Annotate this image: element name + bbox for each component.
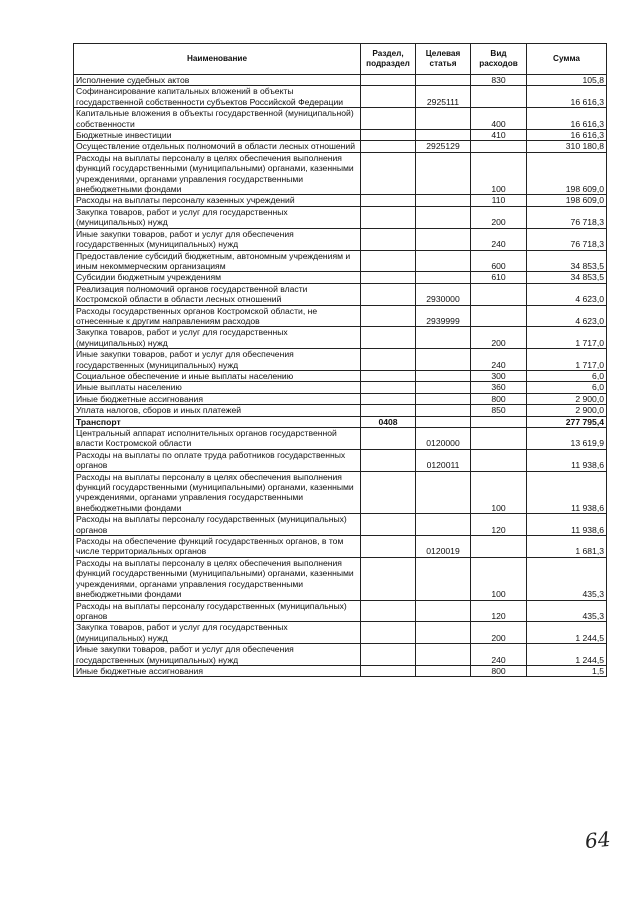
row-section [361, 370, 416, 381]
row-target [416, 600, 471, 622]
row-target [416, 206, 471, 228]
row-sum: 16 616,3 [527, 86, 607, 108]
row-sum: 435,3 [527, 600, 607, 622]
budget-table [73, 43, 607, 677]
row-kind: 100 [471, 152, 527, 195]
header-section: Раздел, подраздел [361, 44, 416, 75]
row-section [361, 250, 416, 272]
table-row [74, 405, 607, 416]
handwritten-page-number: 64 [583, 826, 612, 854]
row-section [361, 152, 416, 195]
header-name: Наименование [74, 44, 361, 75]
row-target [416, 75, 471, 86]
row-sum: 4 623,0 [527, 305, 607, 327]
row-section [361, 228, 416, 250]
row-name: Расходы на обеспечение функций государственных органов, в том числе территориальных органов [74, 536, 361, 558]
row-sum: 1 717,0 [527, 349, 607, 371]
row-section [361, 557, 416, 600]
row-sum: 1,5 [527, 665, 607, 676]
row-name: Исполнение судебных актов [74, 75, 361, 86]
row-target [416, 557, 471, 600]
row-name: Реализация полномочий органов государственной власти Костромской области в области лесных отношений [74, 283, 361, 305]
row-target: 0120019 [416, 536, 471, 558]
row-sum: 76 718,3 [527, 206, 607, 228]
row-target [416, 272, 471, 283]
row-name: Субсидии бюджетным учреждениям [74, 272, 361, 283]
row-name: Софинансирование капитальных вложений в объекты государственной собственности субъектов Российской Федерации [74, 86, 361, 108]
row-sum: 105,8 [527, 75, 607, 86]
table-row [74, 141, 607, 152]
table-row [74, 108, 607, 130]
table-row [74, 195, 607, 206]
row-section [361, 471, 416, 514]
row-target [416, 370, 471, 381]
row-kind: 110 [471, 195, 527, 206]
table-row [74, 152, 607, 195]
row-kind: 400 [471, 108, 527, 130]
row-section [361, 449, 416, 471]
row-name: Предоставление субсидий бюджетным, автономным учреждениям и иным некоммерческим организациям [74, 250, 361, 272]
row-section [361, 665, 416, 676]
table-row [74, 644, 607, 666]
row-name: Расходы на выплаты персоналу государственных (муниципальных) органов [74, 600, 361, 622]
row-name: Транспорт [74, 416, 361, 427]
row-kind [471, 536, 527, 558]
table-row [74, 370, 607, 381]
row-name: Иные закупки товаров, работ и услуг для обеспечения государственных (муниципальных) нужд [74, 644, 361, 666]
row-sum: 34 853,5 [527, 272, 607, 283]
row-sum: 1 681,3 [527, 536, 607, 558]
row-sum: 2 900,0 [527, 393, 607, 404]
row-sum: 198 609,0 [527, 152, 607, 195]
row-kind [471, 283, 527, 305]
table-row [74, 349, 607, 371]
table-row [74, 272, 607, 283]
row-kind [471, 449, 527, 471]
row-name: Закупка товаров, работ и услуг для государственных (муниципальных) нужд [74, 206, 361, 228]
table-row [74, 382, 607, 393]
row-kind: 240 [471, 644, 527, 666]
row-kind: 600 [471, 250, 527, 272]
row-name: Осуществление отдельных полномочий в области лесных отношений [74, 141, 361, 152]
row-sum: 6,0 [527, 370, 607, 381]
row-name: Закупка товаров, работ и услуг для государственных (муниципальных) нужд [74, 327, 361, 349]
table-row [74, 449, 607, 471]
row-target [416, 195, 471, 206]
row-name: Закупка товаров, работ и услуг для государственных (муниципальных) нужд [74, 622, 361, 644]
row-target [416, 327, 471, 349]
row-kind: 830 [471, 75, 527, 86]
row-name: Капитальные вложения в объекты государственной (муниципальной) собственности [74, 108, 361, 130]
row-kind: 850 [471, 405, 527, 416]
row-sum: 6,0 [527, 382, 607, 393]
row-kind: 200 [471, 622, 527, 644]
row-kind: 120 [471, 514, 527, 536]
table-row [74, 536, 607, 558]
row-section [361, 327, 416, 349]
row-name: Иные закупки товаров, работ и услуг для обеспечения государственных (муниципальных) нужд [74, 228, 361, 250]
row-target: 2930000 [416, 283, 471, 305]
row-section [361, 108, 416, 130]
table-row [74, 327, 607, 349]
row-section [361, 86, 416, 108]
row-section [361, 393, 416, 404]
header-target: Целевая статья [416, 44, 471, 75]
row-target [416, 405, 471, 416]
table-row [74, 130, 607, 141]
row-name: Расходы на выплаты по оплате труда работников государственных органов [74, 449, 361, 471]
row-section [361, 382, 416, 393]
row-section [361, 206, 416, 228]
table-row [74, 514, 607, 536]
row-target [416, 644, 471, 666]
row-kind [471, 416, 527, 427]
row-name: Расходы государственных органов Костромской области, не отнесенные к другим направлениям расходов [74, 305, 361, 327]
table-row [74, 206, 607, 228]
row-name: Расходы на выплаты персоналу государственных (муниципальных) органов [74, 514, 361, 536]
row-kind: 800 [471, 393, 527, 404]
row-section [361, 75, 416, 86]
row-section [361, 349, 416, 371]
row-kind: 300 [471, 370, 527, 381]
row-target: 0120011 [416, 449, 471, 471]
row-sum: 34 853,5 [527, 250, 607, 272]
row-section [361, 195, 416, 206]
row-sum: 1 717,0 [527, 327, 607, 349]
row-section [361, 305, 416, 327]
row-section [361, 283, 416, 305]
row-section [361, 644, 416, 666]
row-sum: 11 938,6 [527, 449, 607, 471]
row-target [416, 250, 471, 272]
row-target [416, 349, 471, 371]
row-name: Иные закупки товаров, работ и услуг для обеспечения государственных (муниципальных) нужд [74, 349, 361, 371]
row-sum: 11 938,6 [527, 514, 607, 536]
table-header-row [74, 44, 607, 75]
header-kind: Вид расходов [471, 44, 527, 75]
row-kind [471, 305, 527, 327]
row-section [361, 428, 416, 450]
row-sum: 76 718,3 [527, 228, 607, 250]
row-section [361, 272, 416, 283]
table-body [74, 75, 607, 677]
row-kind: 200 [471, 206, 527, 228]
row-kind: 120 [471, 600, 527, 622]
row-sum: 16 616,3 [527, 130, 607, 141]
row-sum: 1 244,5 [527, 622, 607, 644]
row-name: Бюджетные инвестиции [74, 130, 361, 141]
row-name: Социальное обеспечение и иные выплаты населению [74, 370, 361, 381]
row-target [416, 393, 471, 404]
table-row [74, 305, 607, 327]
row-name: Расходы на выплаты персоналу в целях обеспечения выполнения функций государственными (муниципальными) органами, казенными учреждениями, органами управления государственными внебюджетными фондами [74, 152, 361, 195]
table-row [74, 86, 607, 108]
row-sum: 2 900,0 [527, 405, 607, 416]
row-sum: 310 180,8 [527, 141, 607, 152]
row-target [416, 416, 471, 427]
row-target [416, 152, 471, 195]
row-section [361, 622, 416, 644]
row-section [361, 514, 416, 536]
row-kind: 800 [471, 665, 527, 676]
row-sum: 4 623,0 [527, 283, 607, 305]
row-kind: 410 [471, 130, 527, 141]
row-sum: 16 616,3 [527, 108, 607, 130]
table-row [74, 283, 607, 305]
row-sum: 11 938,6 [527, 471, 607, 514]
row-kind: 240 [471, 228, 527, 250]
row-target: 2925111 [416, 86, 471, 108]
table-row [74, 75, 607, 86]
table-row [74, 228, 607, 250]
row-target [416, 471, 471, 514]
row-sum: 1 244,5 [527, 644, 607, 666]
row-kind: 360 [471, 382, 527, 393]
row-target: 2925129 [416, 141, 471, 152]
row-target [416, 514, 471, 536]
row-target: 0120000 [416, 428, 471, 450]
row-sum: 13 619,9 [527, 428, 607, 450]
row-sum: 435,3 [527, 557, 607, 600]
row-name: Расходы на выплаты персоналу в целях обеспечения выполнения функций государственными (муниципальными) органами, казенными учреждениями, органами управления государственными внебюджетными фондами [74, 471, 361, 514]
row-kind: 200 [471, 327, 527, 349]
row-kind: 610 [471, 272, 527, 283]
table-row [74, 250, 607, 272]
row-section [361, 600, 416, 622]
row-section [361, 536, 416, 558]
row-name: Иные бюджетные ассигнования [74, 665, 361, 676]
row-target [416, 382, 471, 393]
row-kind [471, 141, 527, 152]
row-target [416, 665, 471, 676]
table-row [74, 428, 607, 450]
table-row [74, 665, 607, 676]
row-target [416, 228, 471, 250]
row-target: 2939999 [416, 305, 471, 327]
table-row [74, 557, 607, 600]
row-target [416, 130, 471, 141]
row-section [361, 141, 416, 152]
row-name: Иные выплаты населению [74, 382, 361, 393]
row-name: Расходы на выплаты персоналу в целях обеспечения выполнения функций государственными (муниципальными) органами, казенными учреждениями, органами управления государственными внебюджетными фондами [74, 557, 361, 600]
row-name: Центральный аппарат исполнительных органов государственной власти Костромской области [74, 428, 361, 450]
header-sum: Сумма [527, 44, 607, 75]
table-row [74, 416, 607, 427]
row-name: Иные бюджетные ассигнования [74, 393, 361, 404]
row-target [416, 108, 471, 130]
row-sum: 198 609,0 [527, 195, 607, 206]
row-name: Расходы на выплаты персоналу казенных учреждений [74, 195, 361, 206]
row-sum: 277 795,4 [527, 416, 607, 427]
row-name: Уплата налогов, сборов и иных платежей [74, 405, 361, 416]
row-kind [471, 428, 527, 450]
row-section [361, 405, 416, 416]
table-row [74, 393, 607, 404]
row-kind: 240 [471, 349, 527, 371]
row-target [416, 622, 471, 644]
row-kind [471, 86, 527, 108]
row-kind: 100 [471, 471, 527, 514]
table-row [74, 622, 607, 644]
row-section: 0408 [361, 416, 416, 427]
table-row [74, 471, 607, 514]
row-kind: 100 [471, 557, 527, 600]
table-row [74, 600, 607, 622]
row-section [361, 130, 416, 141]
